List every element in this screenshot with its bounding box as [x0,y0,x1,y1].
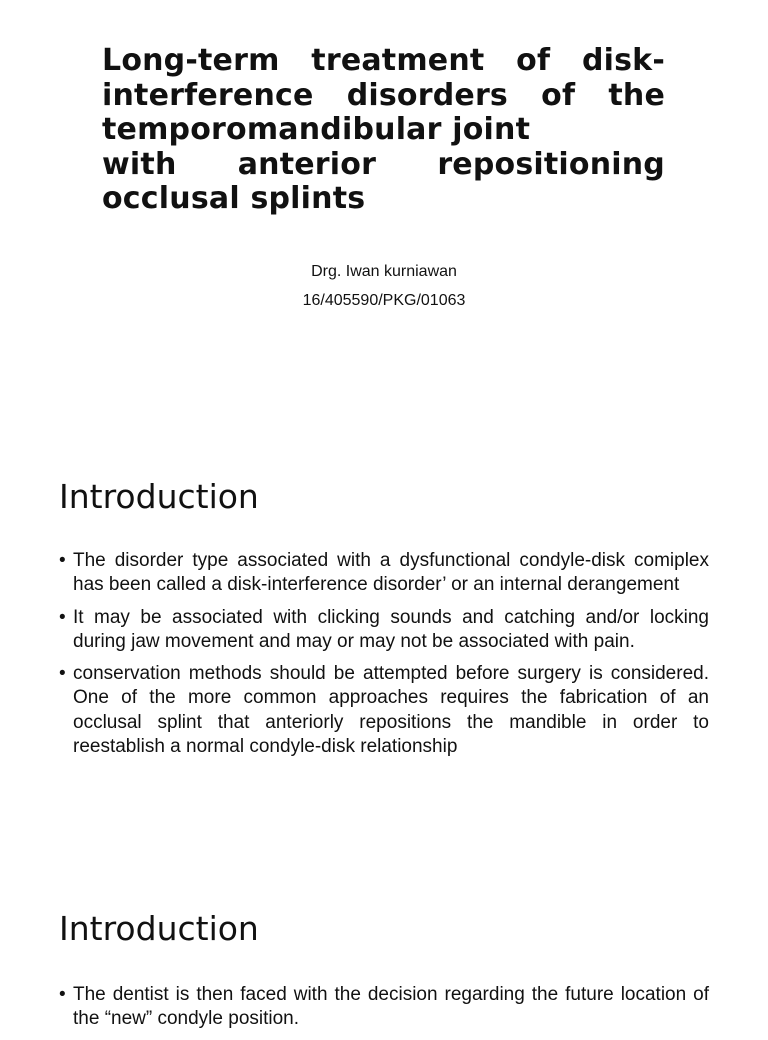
bullet-text: The disorder type associated with a dysfunctional condyle-disk comiplex has been called a disk-interference disorder’ or an internal derangement [73,550,709,596]
bullet-item [59,662,709,759]
student-id: 16/405590/PKG/01063 [302,291,466,309]
section-heading: Introduction [59,909,259,948]
bullet-dot-icon: • [59,984,66,1005]
bullet-dot-icon: • [59,606,66,628]
bullet-text: The dentist is then faced with the decision regarding the future location of the “new” condyle position. [73,984,709,1030]
bullet-item [59,549,709,598]
bullet-text: conservation methods should be attempted before surgery is considered. One of the more common approaches requires the fabrication of an occlusal splint that anteriorly repositions the mandible in order to reestablish a normal condyle-disk relationship [73,663,709,758]
section-heading: Introduction [59,477,259,516]
bullet-dot-icon: • [59,663,66,685]
introduction-slide-2 [0,864,768,1030]
bullet-dot-icon: • [59,550,66,571]
title-slide [0,0,768,432]
bullet-list [59,549,709,767]
author-name: Drg. Iwan kurniawan [311,263,457,280]
presentation-title: Long-term treatment of disk-interference disorders of the temporomandibular joint with anterior repositioning occlusal splints [102,43,665,216]
introduction-slide-1 [0,432,768,864]
bullet-item [59,606,709,655]
bullet-list [59,983,709,1040]
bullet-text: It may be associated with clicking sounds and catching and/or locking during jaw movement and may or may not be associated with pain. [73,606,709,652]
bullet-item [59,983,709,1032]
presenter-info [0,258,768,315]
